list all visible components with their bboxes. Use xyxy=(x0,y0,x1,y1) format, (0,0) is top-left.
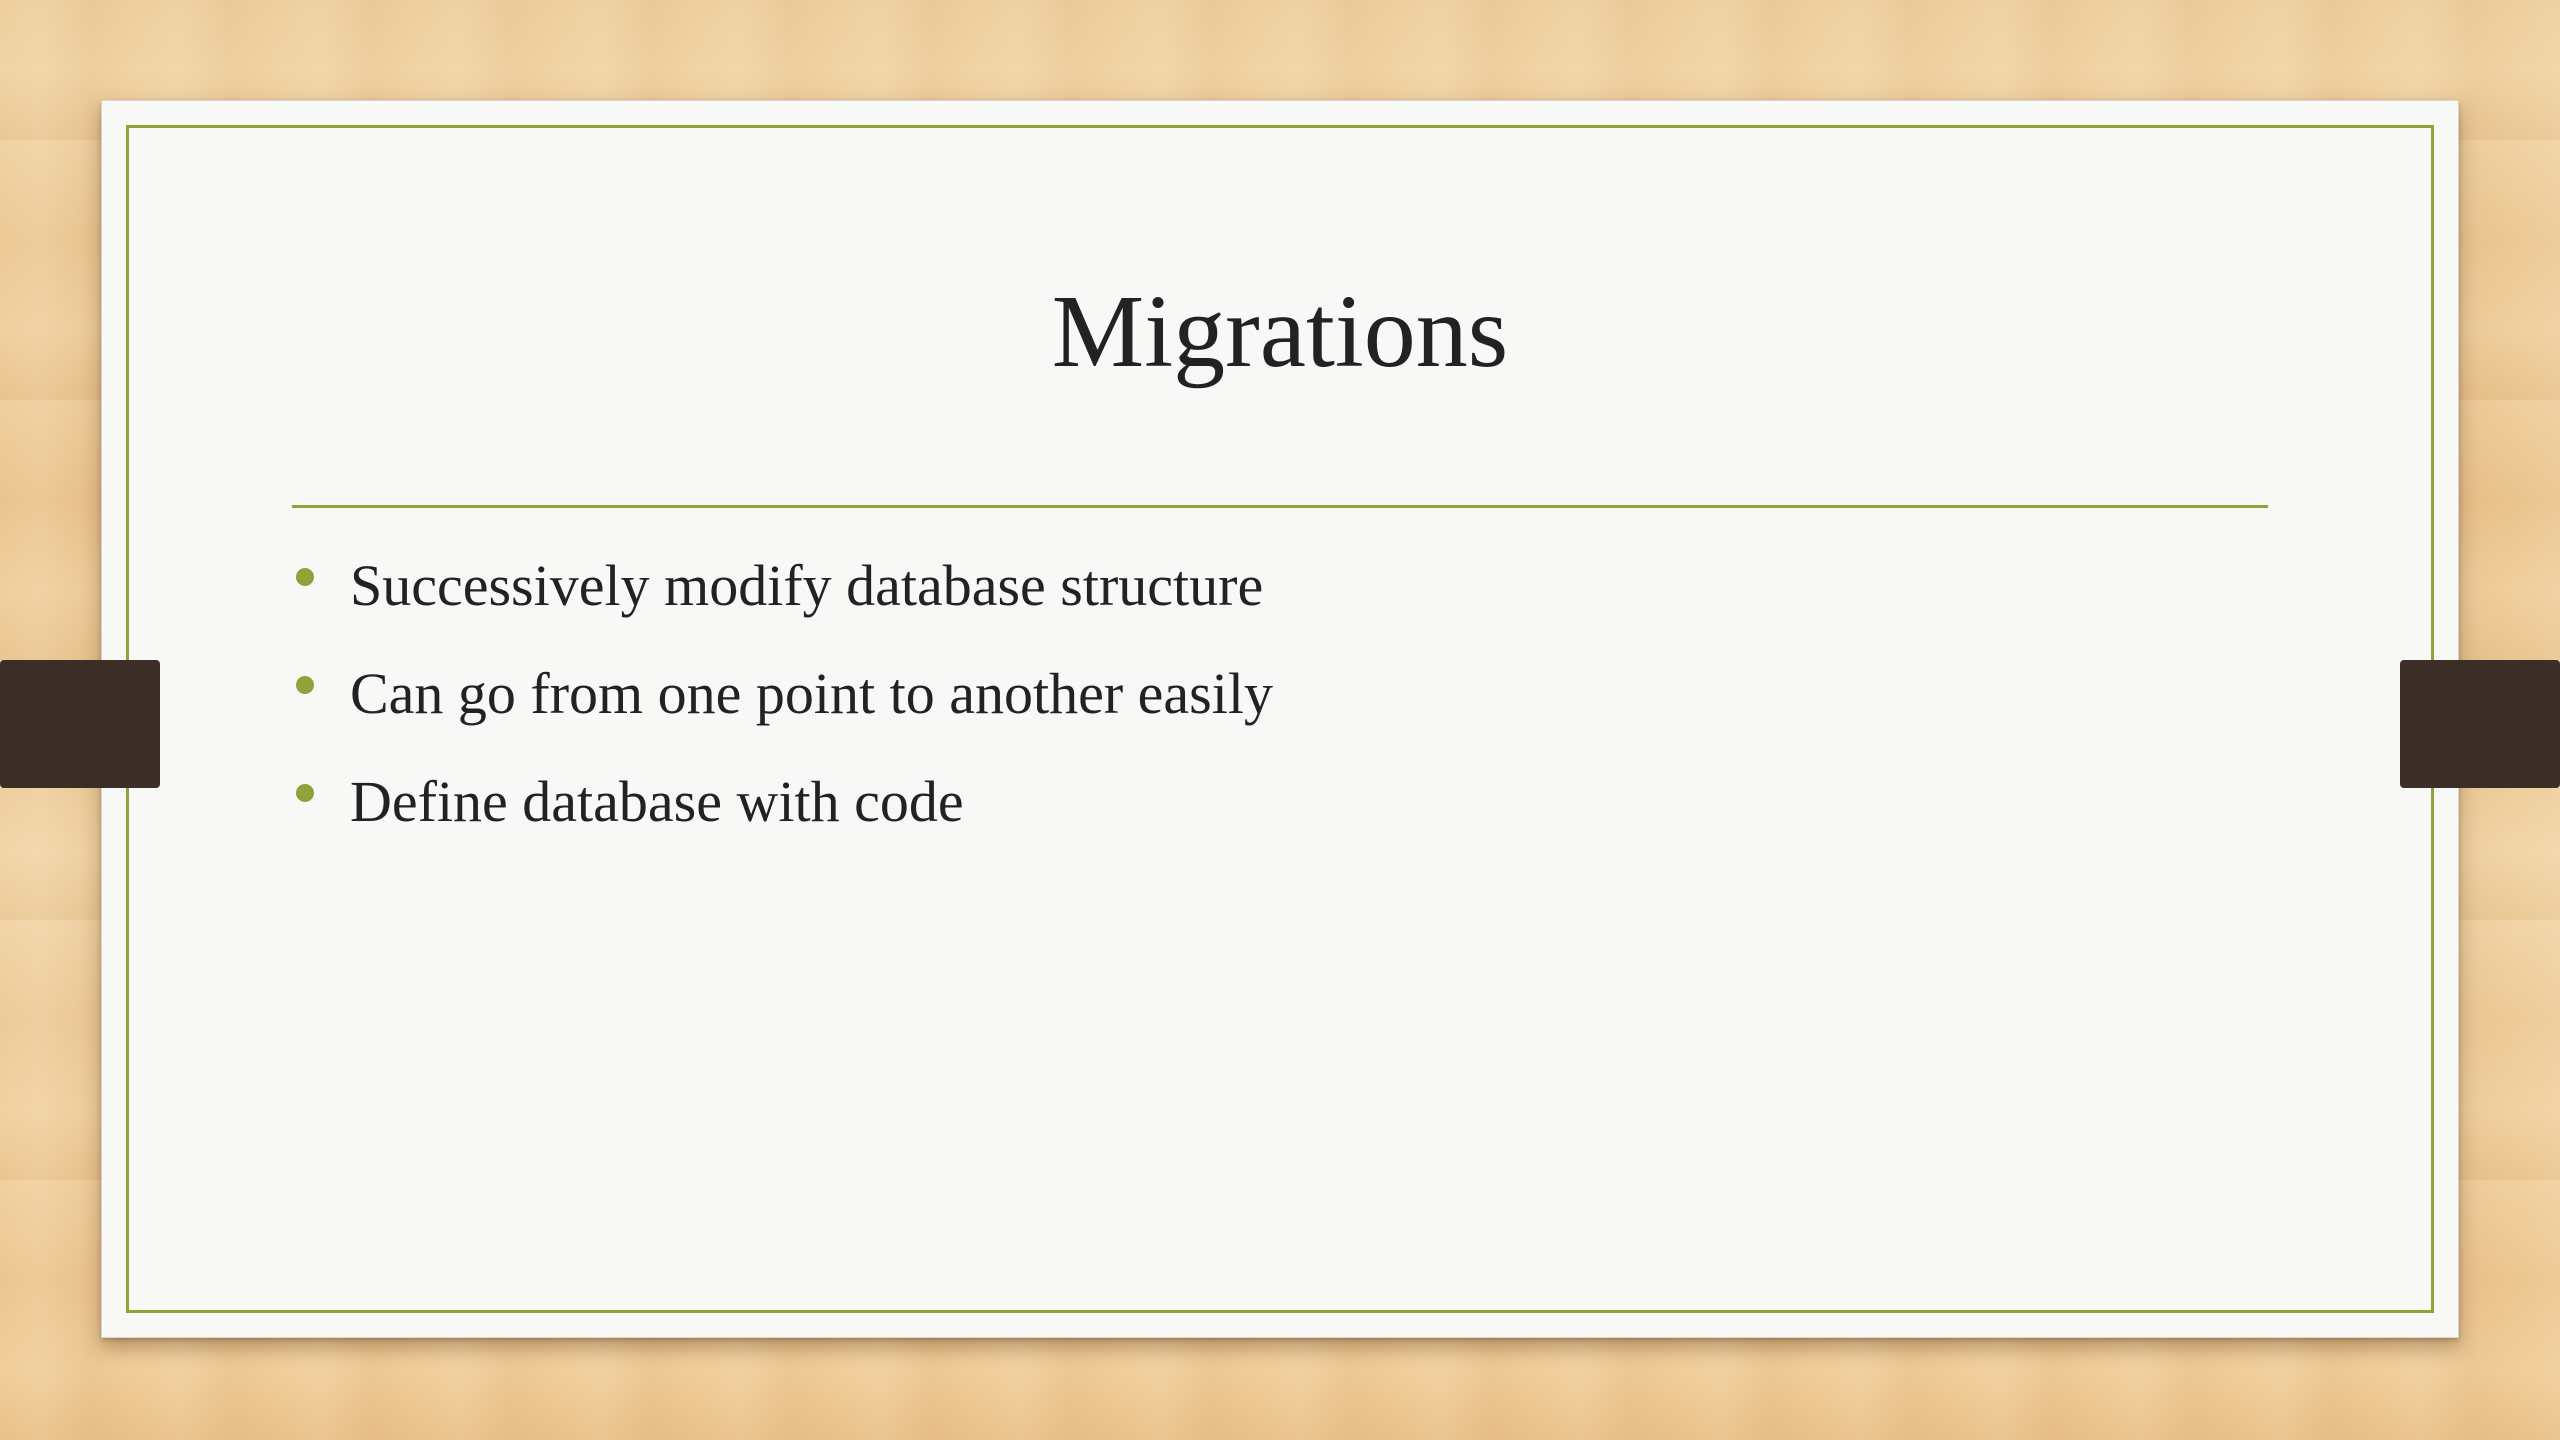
bullet-text: Successively modify database structure xyxy=(350,553,1264,618)
bullet-text: Define database with code xyxy=(350,769,964,834)
bullet-text: Can go from one point to another easily xyxy=(350,661,1273,726)
right-binder-tab xyxy=(2400,660,2560,788)
bullet-dot-icon xyxy=(296,676,314,694)
title-divider xyxy=(292,505,2268,508)
left-binder-tab xyxy=(0,660,160,788)
bullet-dot-icon xyxy=(296,568,314,586)
bullet-dot-icon xyxy=(296,784,314,802)
slide-title: Migrations xyxy=(1051,274,1509,389)
